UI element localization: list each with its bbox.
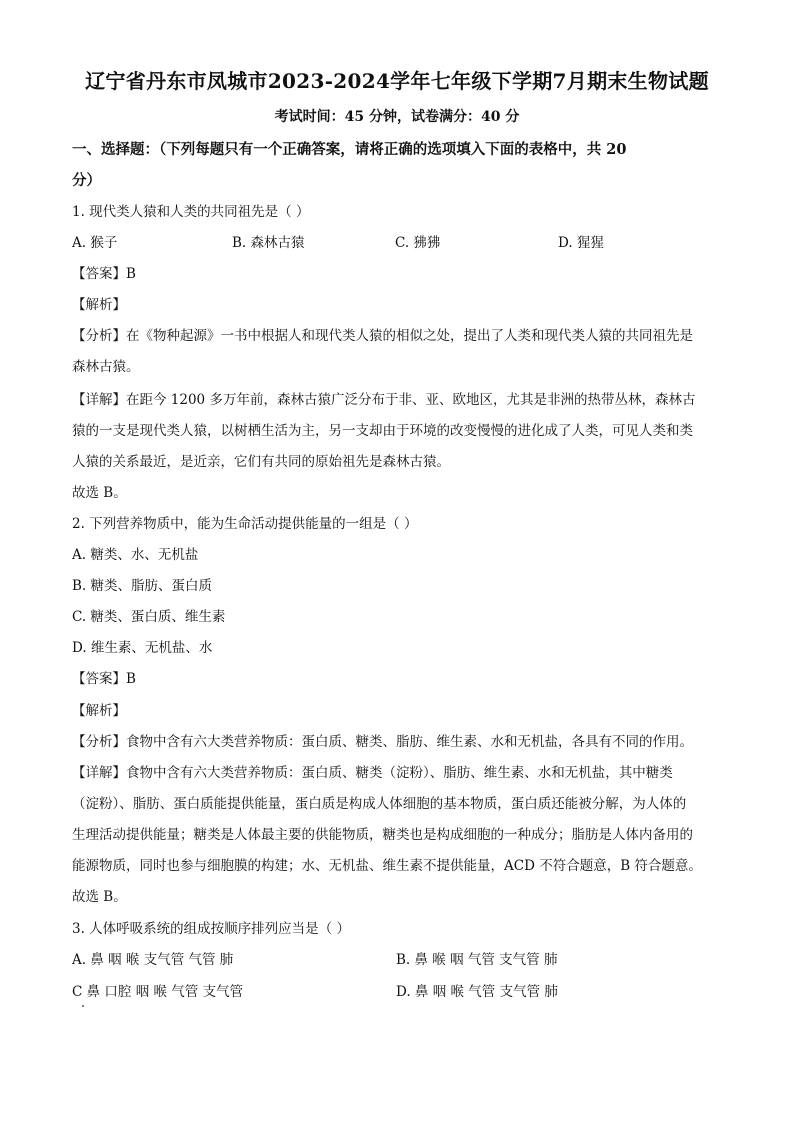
question-3-stem: 3. 人体呼吸系统的组成按顺序排列应当是（ ） — [72, 921, 350, 937]
option-b: B. 鼻 喉 咽 气管 支气管 肺 — [396, 952, 558, 968]
answer-label: 【答案】B — [72, 671, 136, 687]
option-b: B. 糖类、脂肪、蛋白质 — [72, 578, 213, 594]
exam-info: 考试时间：45 分钟，试卷满分：40 分 — [274, 109, 520, 125]
detail-text: 能源物质，同时也参与细胞膜的构建；水、无机盐、维生素不提供能量，ACD 不符合题意，B 符合题意。 — [72, 858, 702, 874]
section-heading: 一、选择题：（下列每题只有一个正确答案，请将正确的选项填入下面的表格中，共 20 — [72, 141, 627, 158]
analysis-label: 【解析】 — [72, 703, 126, 719]
option-c: C. 糖类、蛋白质、维生素 — [72, 609, 226, 625]
page-speck — [82, 1005, 84, 1007]
detail-text: 【详解】食物中含有六大类营养物质：蛋白质、糖类（淀粉）、脂肪、维生素、水和无机盐，其中糖类 — [72, 765, 673, 781]
detail-text: 人猿的关系最近，是近亲，它们有共同的原始祖先是森林古猿。 — [72, 454, 450, 470]
option-c: C 鼻 口腔 咽 喉 气管 支气管 — [72, 984, 244, 1000]
conclusion-text: 故选 B。 — [72, 889, 127, 905]
question-2-stem: 2. 下列营养物质中，能为生命活动提供能量的一组是（ ） — [72, 516, 418, 532]
detail-text: 生理活动提供能量；糖类是人体最主要的供能物质，糖类也是构成细胞的一种成分；脂肪是人体内备用的 — [72, 827, 693, 843]
analysis-text: 【分析】食物中含有六大类营养物质：蛋白质、糖类、脂肪、维生素、水和无机盐，各具有不同的作用。 — [72, 734, 693, 750]
conclusion-text: 故选 B。 — [72, 485, 127, 501]
analysis-text: 【分析】在《物种起源》一书中根据人和现代类人猿的相似之处，提出了人类和现代类人猿的共同祖先是 — [72, 328, 693, 344]
question-3-options-row1 — [72, 950, 724, 970]
detail-text: （淀粉）、脂肪、蛋白质能提供能量，蛋白质是构成人体细胞的基本物质，蛋白质还能被分解，为人体的 — [72, 796, 687, 812]
question-1-options — [72, 233, 724, 253]
option-b: B. 森林古猿 — [232, 235, 305, 251]
question-3-options-row2 — [72, 982, 724, 1002]
option-a: A. 猴子 — [72, 235, 118, 251]
detail-text: 猿的一支是现代类人猿，以树栖生活为主，另一支却由于环境的改变慢慢的进化成了人类，可见人类和类 — [72, 423, 693, 439]
analysis-label: 【解析】 — [72, 297, 126, 313]
option-d: D. 猩猩 — [558, 235, 604, 251]
section-heading-cont: 分） — [72, 172, 101, 189]
analysis-text: 森林古猿。 — [72, 359, 140, 375]
answer-label: 【答案】B — [72, 266, 136, 282]
page-title: 辽宁省丹东市凤城市2023-2024学年七年级下学期7月期末生物试题 — [85, 69, 709, 93]
option-d: D. 维生素、无机盐、水 — [72, 640, 213, 656]
option-a: A. 鼻 咽 喉 支气管 气管 肺 — [72, 952, 234, 968]
option-a: A. 糖类、水、无机盐 — [72, 547, 199, 563]
option-d: D. 鼻 咽 喉 气管 支气管 肺 — [396, 984, 558, 1000]
detail-text: 【详解】在距今 1200 多万年前，森林古猿广泛分布于非、亚、欧地区，尤其是非洲的热带丛林，森林古 — [72, 392, 696, 408]
option-c: C. 狒狒 — [395, 235, 441, 251]
question-1-stem: 1. 现代类人猿和人类的共同祖先是（ ） — [72, 204, 310, 220]
